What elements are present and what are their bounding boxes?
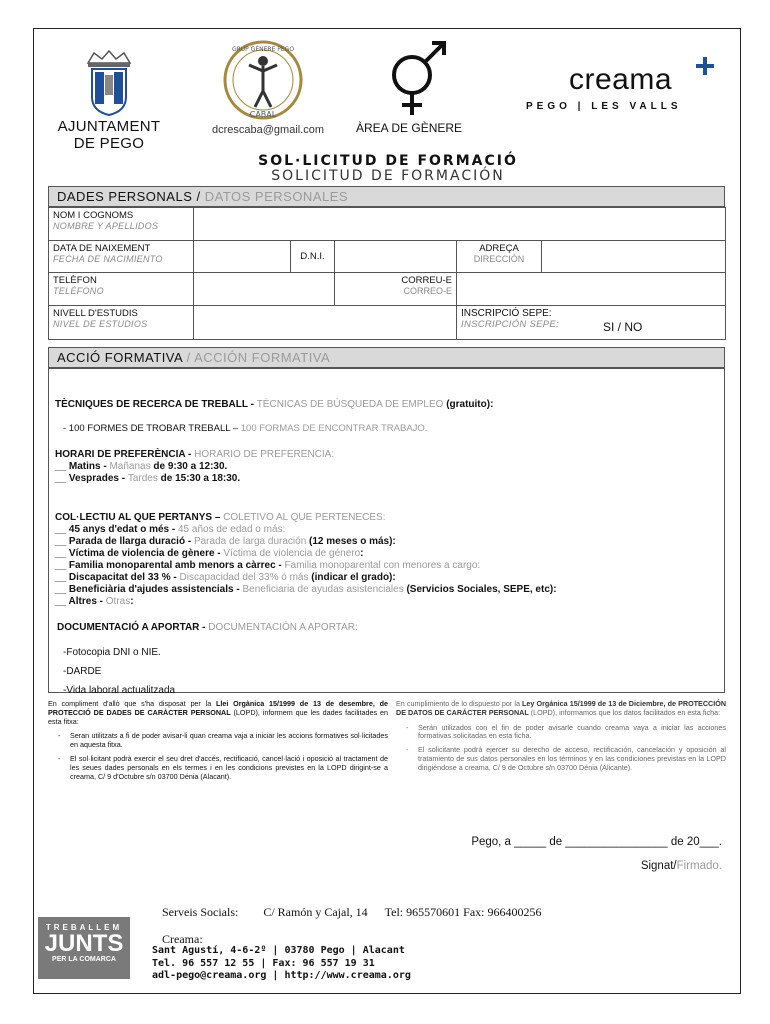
email-input[interactable]	[457, 273, 726, 306]
address-label: ADREÇA	[479, 243, 519, 254]
name-label-es: NOMBRE Y APELLIDOS	[53, 221, 159, 231]
association-ring-text: GRUP GÈNERE PEGO	[231, 46, 295, 53]
name-label-cell	[49, 208, 194, 241]
studies-label: NIVELL D'ESTUDIS	[53, 308, 138, 319]
badge-line1: TREBALLEM	[45, 923, 123, 932]
email-label: CORREU-E	[401, 275, 452, 286]
collective-option[interactable]: __ Beneficiària d'ajudes assistencials - Beneficiaria de ayudas asistenciales (Servicios Sociales, SEPE, etc):	[55, 584, 557, 595]
association-logo-text: CABAL	[249, 110, 277, 119]
course-title: TÈCNIQUES DE RECERCA DE TREBALL - TÉCNICAS DE BÚSQUEDA DE EMPLEO (gratuito):	[55, 399, 494, 410]
list-item: -Fotocopia DNI o NIE.	[63, 647, 161, 658]
creama-web[interactable]: adl-pego@creama.org | http://www.creama.org	[152, 970, 411, 981]
email-label-cell	[335, 273, 457, 306]
list-item: -Vida laboral actualitzada	[63, 685, 176, 696]
collective-block: COL·LECTIU AL QUE PERTANYS – COLETIVO AL QUE PERTENECES: __ 45 anys d'edat o més - 45 años de edad o más: __ Parada de llarga duració - Parada de larga duración (12 meses o más): __ Víctima de violencia de gènere - Víctima de violencia de género: __ Familia monoparental amb menors a càrrec - Familia monoparental con menores a cargo: __ Discapacitat del 33 % - Discapacidad del 33% ó más (indicar el grado): __ Beneficiària d'ajudes assistencials - Beneficiaria de ayudas asistenciales (Servicios Sociales, SEPE, etc): __ Altres - Otras:	[55, 512, 557, 607]
phone-input[interactable]	[194, 273, 335, 306]
legal-text-ca: En compliment d'allò que s'ha disposat per la Llei Orgànica 15/1999 de 13 de desembre, de PROTECCIÓ DE DADES DE CARÀCTER PERSONAL (LOPD), informem que les dades facilitades en esta fitxa: - Seran utilitzats a fi de poder avisar-li quan creama vaja a iniciar les accions formatives sol·licitades en aquesta fitxa. - El sol·licitant podrà exercir el seu dret d'accés, rectificació, cancel·lació i oposició al tractament de les seues dades personals en els termes i en les condicions previstes en la LOPD dirigint-se a creama, C/ 9 d'Octubre s/n 03700 Dénia (Alacant).	[48, 699, 388, 781]
address-label-es: DIRECCIÓN	[473, 254, 525, 264]
list-item: -DARDE	[63, 666, 102, 677]
gender-symbol	[382, 39, 454, 117]
birth-label: DATA DE NAIXEMENT	[53, 243, 151, 254]
creama-address: Sant Agustí, 4-6-2º | 03780 Pego | Alacant	[152, 945, 405, 956]
phone-label-es: TELÉFONO	[53, 286, 104, 296]
municipality-name-line2: DE PEGO	[73, 135, 145, 152]
legal-text-es: En cumplimiento de lo dispuesto por la Ley Orgánica 15/1999 de 13 de Diciembre, de PROTECCIÓN DE DATOS DE CARÁCTER PERSONAL (LOPD), informamos que los datos facilitados en esta ficha: - Serán utilizados con el fin de poder avisarle cuando creama vaya a iniciar las acciones formativas solicitadas en esta ficha. - El solicitante podrá ejercer su derecho de acceso, rectificación, cancelación y oposición al tratamiento de sus datos personales en los términos y en las condiciones previstas en la LOPD dirigiéndose a creama, C/ 9 de Octubre s/n 03700 Dénia (Alicante).	[396, 699, 727, 772]
coat-of-arms-icon	[74, 49, 144, 117]
personal-data-header	[48, 186, 725, 207]
address-input[interactable]	[542, 241, 726, 273]
course-item: - 100 FORMES DE TROBAR TREBALL – 100 FORMAS DE ENCONTRAR TRABAJO.	[63, 423, 428, 434]
sepe-label: INSCRIPCIÓ SEPE:	[461, 308, 552, 319]
name-input[interactable]	[194, 208, 726, 241]
area-label: ÀREA DE GÈNERE	[356, 121, 463, 135]
schedule-evening-option[interactable]: __ Vesprades - Tardes de 15:30 a 18:30.	[55, 473, 241, 484]
action-title: ACCIÓ FORMATIVA	[57, 350, 183, 365]
docs-list	[63, 643, 175, 700]
collective-option[interactable]: __ Víctima de violencia de gènere - Víctima de violencia de género:	[55, 548, 364, 559]
association-logo	[222, 35, 304, 125]
table-row	[49, 241, 726, 273]
association-emblem-icon	[222, 35, 304, 125]
collective-option[interactable]: __ Altres - Otras:	[55, 596, 134, 607]
badge-line3: PER LA COMARCA	[52, 956, 116, 963]
birth-input[interactable]	[194, 241, 291, 273]
phone-label: TELÈFON	[53, 275, 97, 286]
creama-phone: Tel. 96 557 12 55 | Fax: 96 557 19 31	[152, 957, 375, 969]
personal-data-table	[48, 207, 726, 340]
signature-label: Signat/Firmado.	[640, 860, 722, 872]
collective-option[interactable]: __ Discapacitat del 33 % - Discapacidad del 33% ó más (indicar el grado):	[55, 572, 396, 583]
sepe-cell	[457, 306, 726, 340]
social-services-line: Serveis Socials: C/ Ramón y Cajal, 14 Tel: 965570601 Fax: 966400256	[162, 905, 542, 919]
action-body	[48, 368, 725, 696]
coat-of-arms-logo	[74, 49, 144, 117]
plus-icon	[696, 57, 714, 75]
docs-title: DOCUMENTACIÓ A APORTAR - DOCUMENTACIÓN A APORTAR:	[57, 622, 358, 633]
dni-label: D.N.I.	[291, 241, 335, 273]
form-page	[33, 28, 741, 994]
dni-input[interactable]	[335, 241, 457, 273]
table-row	[49, 306, 726, 340]
name-label: NOM I COGNOMS	[53, 210, 134, 221]
table-row	[49, 208, 726, 241]
birth-label-cell	[49, 241, 194, 273]
schedule-title: HORARI DE PREFERÈNCIA -	[55, 449, 195, 460]
collective-option[interactable]: __ Familia monoparental amb menors a càrrec - Familia monoparental con menores a cargo:	[55, 560, 481, 571]
action-title-es: / ACCIÓN FORMATIVA	[182, 350, 331, 365]
sepe-options[interactable]: SI / NO	[603, 320, 643, 334]
phone-label-cell	[49, 273, 194, 306]
badge-line2: JUNTS	[44, 930, 124, 957]
creama-label: Creama:	[162, 932, 203, 946]
collective-option[interactable]: __ Parada de llarga duració - Parada de larga duración (12 meses o más):	[55, 536, 396, 547]
email-label-es: CORREO-E	[403, 286, 452, 296]
address-label-cell	[457, 241, 542, 273]
form-title: SOL·LICITUD DE FORMACIÓ	[258, 153, 518, 169]
brand-name: creama	[569, 63, 673, 96]
collective-option[interactable]: __ 45 anys d'edat o més - 45 años de edad o más:	[55, 524, 286, 535]
studies-label-cell	[49, 306, 194, 340]
gender-icon	[382, 39, 454, 117]
personal-data-title: DADES PERSONALS /	[57, 189, 201, 204]
form-subtitle: SOLICITUD DE FORMACIÓN	[271, 168, 505, 184]
table-row	[49, 273, 726, 306]
action-header	[48, 347, 725, 368]
schedule-block: HORARI DE PREFERÈNCIA - HORARIO DE PREFERENCIA: __ Matins - Mañanas de 9:30 a 12:30. __ Vesprades - Tardes de 15:30 a 18:30.	[55, 449, 335, 484]
collective-title: COL·LECTIU AL QUE PERTANYS –	[55, 512, 224, 523]
sepe-label-es: INSCRIPCIÓN SEPE:	[461, 319, 560, 330]
studies-input[interactable]	[194, 306, 457, 340]
studies-label-es: NIVEL DE ESTUDIOS	[53, 319, 148, 329]
personal-data-title-es: DATOS PERSONALES	[200, 189, 349, 204]
date-line[interactable]: Pego, a _____ de ________________ de 20___.	[471, 836, 722, 848]
treballem-junts-badge	[38, 917, 130, 979]
schedule-morning-option[interactable]: __ Matins - Mañanas de 9:30 a 12:30.	[55, 461, 228, 472]
association-email: dcrescaba@gmail.com	[212, 124, 325, 136]
brand-subtitle: PEGO | LES VALLS	[526, 101, 682, 112]
municipality-name-line1: AJUNTAMENT	[57, 118, 161, 135]
creama-contact	[152, 945, 411, 983]
birth-label-es: FECHA DE NACIMIENTO	[53, 254, 163, 264]
